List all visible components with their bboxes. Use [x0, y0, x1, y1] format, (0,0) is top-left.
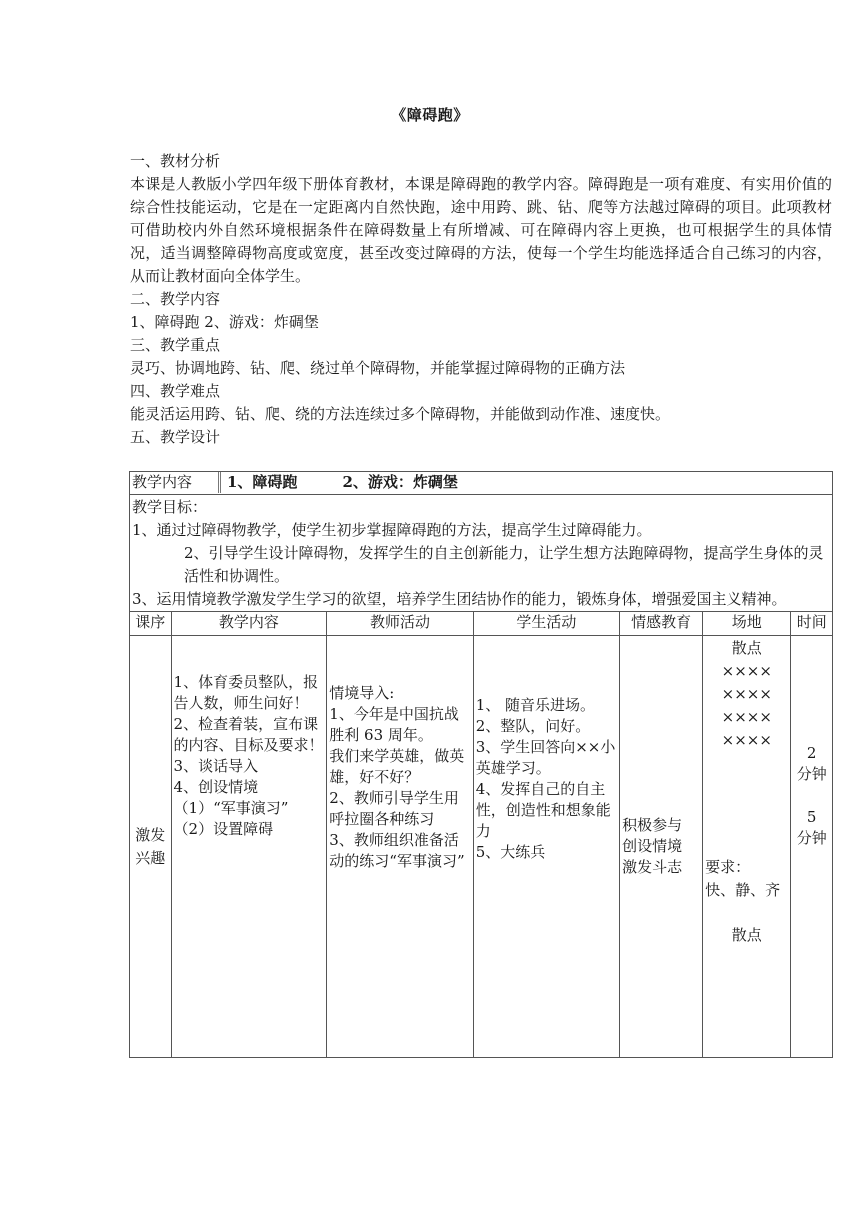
student-line: 3、学生回答向××小英雄学习。: [475, 738, 616, 777]
venue-cell: [703, 636, 791, 1058]
section-text-content: 1、障碍跑 2、游戏：炸碉堡: [130, 313, 319, 331]
time-unit: 分钟: [796, 765, 827, 783]
seq-cell: [130, 636, 172, 1058]
section-heading-focus: 三、教学重点: [130, 336, 221, 354]
table-row: [130, 636, 833, 1058]
venue-line: 散点: [731, 639, 762, 657]
content-line: （1）“军事演习”: [173, 799, 289, 817]
student-line: 4、发挥自己的自主性，创造性和想象能力: [475, 780, 611, 840]
teacher-cell: [327, 636, 473, 1058]
time-unit: 分钟: [796, 829, 827, 847]
lesson-content-value: 1、障碍跑 2、游戏：炸碉堡: [227, 473, 458, 491]
goal-item-3: 3、运用情境教学激发学生学习的欲望，培养学生团结协作的能力，锻炼身体，增强爱国主义精神。: [132, 590, 787, 608]
content-line: 1、体育委员整队，报告人数，师生问好！: [173, 673, 319, 712]
lesson-content-row: [130, 472, 833, 495]
venue-line: 散点: [731, 926, 762, 944]
student-line: 5、大练兵: [475, 843, 546, 861]
section-heading-difficulty: 四、教学难点: [130, 382, 221, 400]
teacher-line: 情境导入:: [329, 684, 395, 702]
document-body: [130, 150, 832, 449]
header-venue: 场地: [703, 612, 791, 636]
content-line: （2）设置障碍: [173, 820, 274, 838]
emotion-cell: [620, 636, 703, 1058]
student-line: 1、 随音乐进场。: [475, 696, 595, 714]
student-line: 2、整队，问好。: [475, 717, 591, 735]
lesson-design-table: [129, 471, 833, 1058]
lesson-content-label: 教学内容: [130, 472, 221, 493]
time-value: 5: [806, 808, 817, 826]
venue-requirement: 快、静、齐: [705, 881, 781, 899]
content-line: 2、检查着装，宣布课的内容、目标及要求！: [173, 715, 324, 754]
section-text-analysis: 本课是人教版小学四年级下册体育教材，本课是障碍跑的教学内容。障碍跑是一项有难度、有实用价值的综合性技能运动，它是在一定距离内自然快跑，途中用跨、跳、钻、爬等方法越过障碍的项目。此项教材可借助校内外自然环境根据条件在障碍数量上有所增减、可在障碍内容上更换，也可根据学生的具体情况，适当调整障碍物高度或宽度，甚至改变过障碍的方法，使每一个学生均能选择适合自己练习的内容，从而让教材面向全体学生。: [130, 175, 832, 285]
teacher-line: 2、教师引导学生用呼拉圈各种练习: [329, 789, 459, 828]
formation-row: ××××: [721, 708, 772, 726]
header-student: 学生活动: [473, 612, 619, 636]
emotion-line: 激发斗志: [622, 858, 683, 876]
header-emotion: 情感教育: [620, 612, 703, 636]
section-heading-analysis: 一、教材分析: [130, 152, 221, 170]
section-heading-design: 五、教学设计: [130, 428, 221, 446]
content-cell: [171, 636, 327, 1058]
goals-label: 教学目标：: [132, 498, 208, 516]
header-seq: 课序: [130, 612, 172, 636]
teaching-goals-cell: [130, 495, 833, 612]
goal-item-1: 1、通过过障碍物教学，使学生初步掌握障碍跑的方法，提高学生过障碍能力。: [132, 521, 652, 539]
section-heading-content: 二、教学内容: [130, 290, 221, 308]
teacher-line: 我们来学英雄，做英雄，好不好？: [329, 747, 465, 786]
time-cell: [791, 636, 833, 1058]
section-text-focus: 灵巧、协调地跨、钻、爬、绕过单个障碍物，并能掌握过障碍物的正确方法: [130, 359, 626, 377]
formation-row: ××××: [721, 685, 772, 703]
formation-row: ××××: [721, 731, 772, 749]
table-header-row: [130, 612, 833, 636]
header-teacher: 教师活动: [327, 612, 473, 636]
formation-row: ××××: [721, 662, 772, 680]
seq-line: 激发: [135, 825, 166, 844]
teacher-line: 1、今年是中国抗战胜利 63 周年。: [329, 705, 459, 744]
seq-line: 兴趣: [135, 848, 166, 867]
goal-item-2: 2、引导学生设计障碍物，发挥学生的自主创新能力，让学生想方法跑障碍物，提高学生身体的灵活性和协调性。: [184, 544, 824, 585]
header-content: 教学内容: [171, 612, 327, 636]
emotion-line: 积极参与: [622, 816, 683, 834]
venue-requirement-label: 要求：: [705, 858, 751, 876]
content-line: 3、谈话导入: [173, 757, 259, 775]
teacher-line: 3、教师组织准备活动的练习“军事演习”: [329, 831, 465, 870]
student-cell: [473, 636, 619, 1058]
content-line: 4、创设情境: [173, 778, 259, 796]
time-value: 2: [806, 744, 817, 762]
emotion-line: 创设情境: [622, 837, 683, 855]
header-time: 时间: [791, 612, 833, 636]
document-title: 《障碍跑》: [391, 106, 469, 124]
section-text-difficulty: 能灵活运用跨、钻、爬、绕的方法连续过多个障碍物，并能做到动作准、速度快。: [130, 405, 671, 423]
